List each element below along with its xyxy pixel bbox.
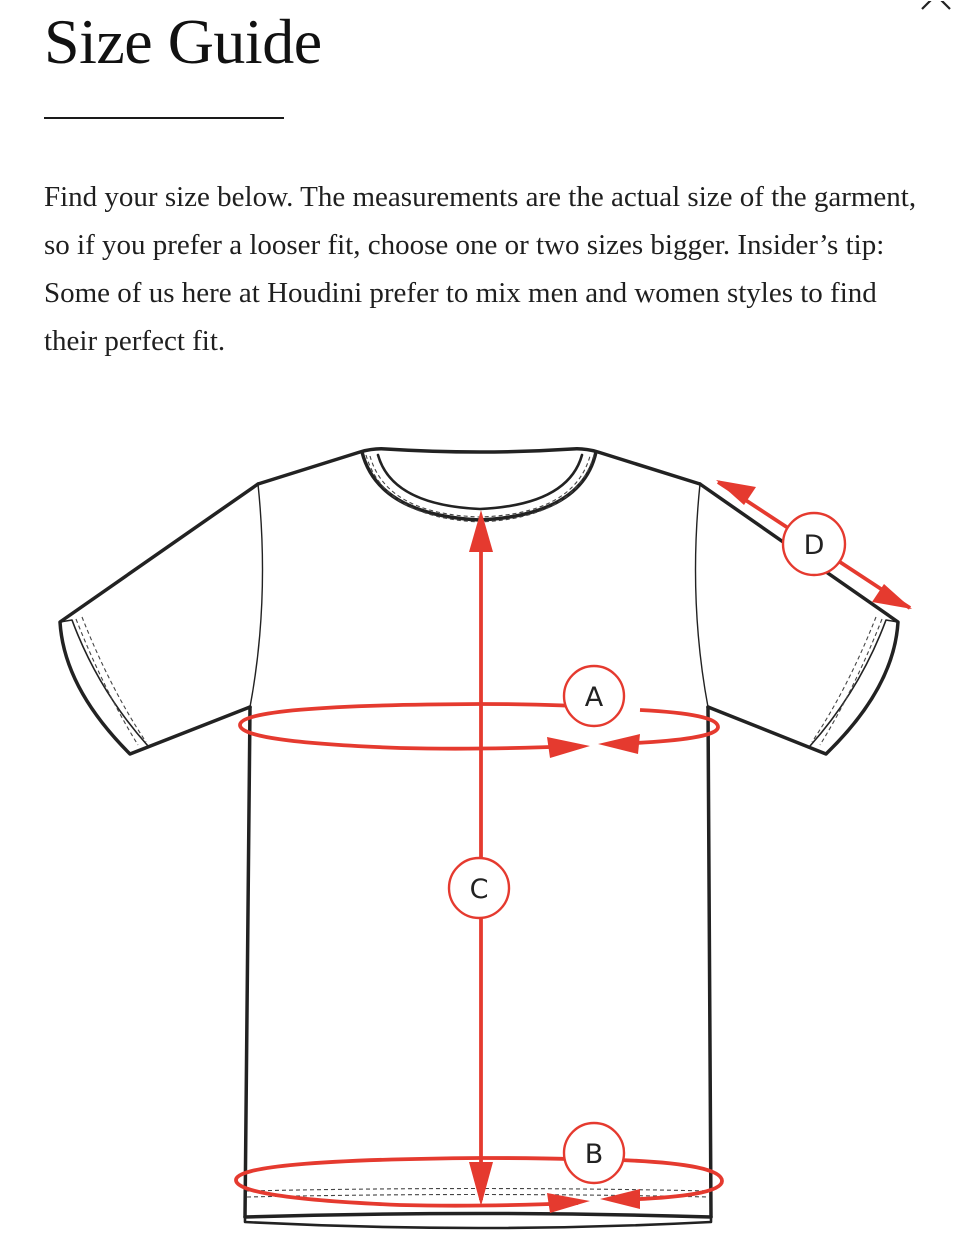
- arrow-b-left: [600, 1189, 640, 1209]
- measurement-markings: [236, 482, 910, 1206]
- close-button[interactable]: [918, 0, 958, 12]
- tshirt-stitching: [76, 455, 882, 1197]
- size-guide-intro: Find your size below. The measurements are the actual size of the garment, so if you prefer a looser fit, choose one or two sizes bigger. Insider’s tip: Some of us here at Houdini prefer to mix men and women styles to find their perfect fit.: [44, 181, 917, 357]
- label-d-text: D: [803, 530, 825, 561]
- close-icon: [918, 1, 958, 12]
- tshirt-measurement-diagram: [0, 430, 964, 1256]
- label-d: [783, 513, 845, 575]
- arrow-a-right: [547, 737, 590, 758]
- size-guide-title: Size Guide: [44, 6, 322, 77]
- arrow-b-right: [547, 1193, 590, 1213]
- measurement-a-ellipse: [240, 704, 718, 749]
- tshirt-outline: [60, 449, 898, 1228]
- measurement-arrows: [469, 480, 912, 1213]
- label-b: [564, 1123, 624, 1183]
- label-a: [564, 666, 624, 726]
- label-c: [449, 858, 509, 918]
- title-divider: [44, 117, 284, 119]
- label-a-text: A: [584, 682, 604, 713]
- arrow-a-left: [598, 734, 640, 754]
- label-b-text: B: [584, 1139, 604, 1170]
- label-c-text: C: [469, 874, 489, 905]
- arrow-c-bottom: [469, 1162, 493, 1206]
